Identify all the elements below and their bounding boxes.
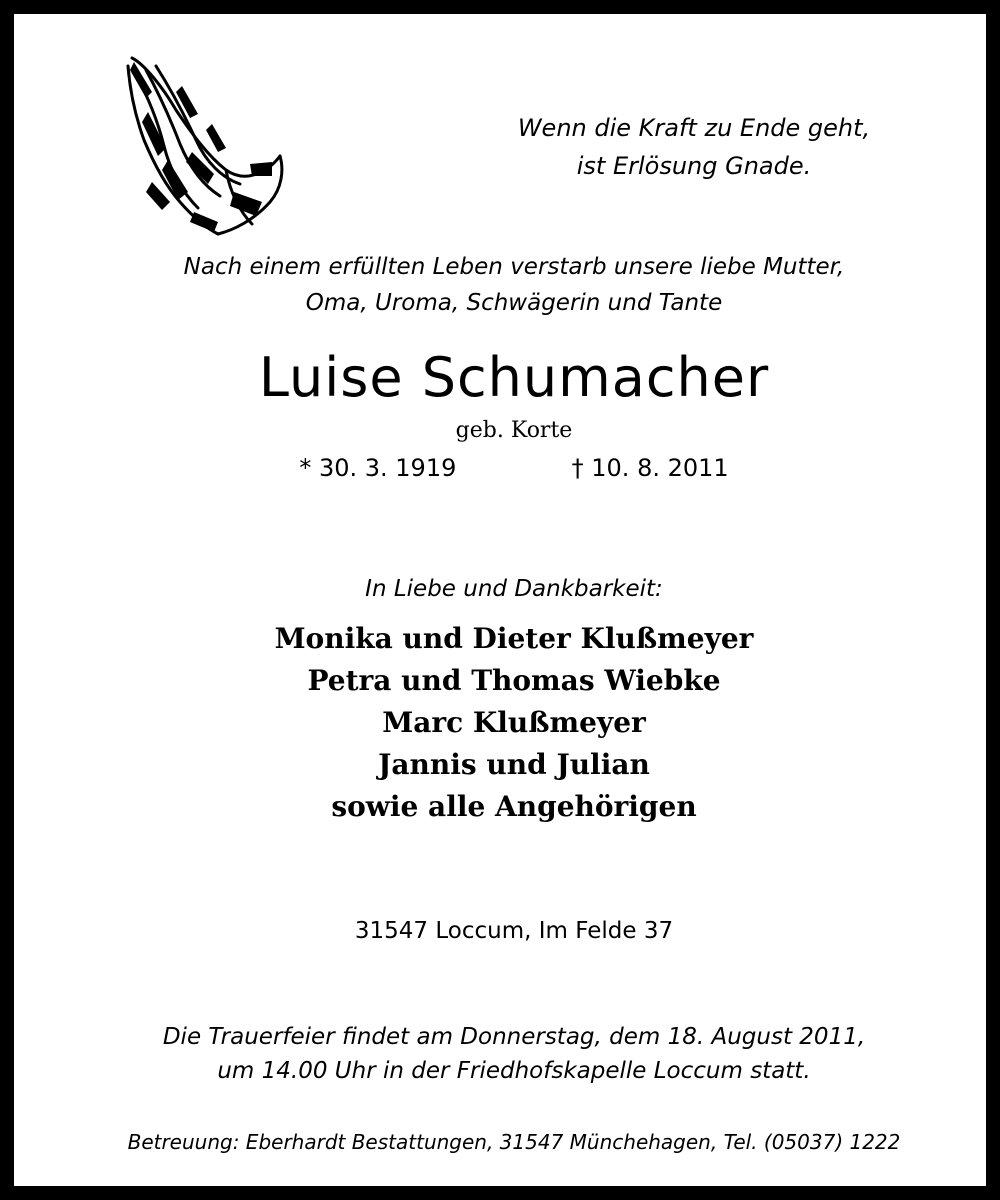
deceased-name: Luise Schumacher [258,346,770,409]
mourner-name: Monika und Dieter Klußmeyer [274,622,754,655]
mourner-name: Petra und Thomas Wiebke [307,664,721,697]
maiden-name: geb. Korte [455,418,573,443]
mourner-name: Jannis und Julian [378,748,650,781]
ceremony-line-1: Die Trauerfeier findet am Donnerstag, dem 18. August 2011, [162,1024,866,1050]
death-date: † 10. 8. 2011 [571,454,729,482]
ceremony-line-2: um 14.00 Uhr in der Friedhofskapelle Loccum statt. [217,1058,811,1084]
quote-line-1: Wenn die Kraft zu Ende geht, [517,114,871,142]
funeral-care-info: Betreuung: Eberhardt Bestattungen, 31547 Münchehagen, Tel. (05037) 1222 [127,1130,901,1154]
intro-line-2: Oma, Uroma, Schwägerin und Tante [305,290,723,316]
birth-date: * 30. 3. 1919 [299,454,457,482]
intro-line-1: Nach einem erfüllten Leben verstarb unsere liebe Mutter, [183,254,845,280]
mourners-heading: In Liebe und Dankbarkeit: [365,576,663,602]
life-dates [14,454,1000,482]
praying-hands-icon [122,52,288,242]
mourner-name: Marc Klußmeyer [382,706,646,739]
mourner-name: sowie alle Angehörigen [331,790,697,823]
address: 31547 Loccum, Im Felde 37 [354,918,674,944]
quote-line-2: ist Erlösung Gnade. [576,152,812,180]
